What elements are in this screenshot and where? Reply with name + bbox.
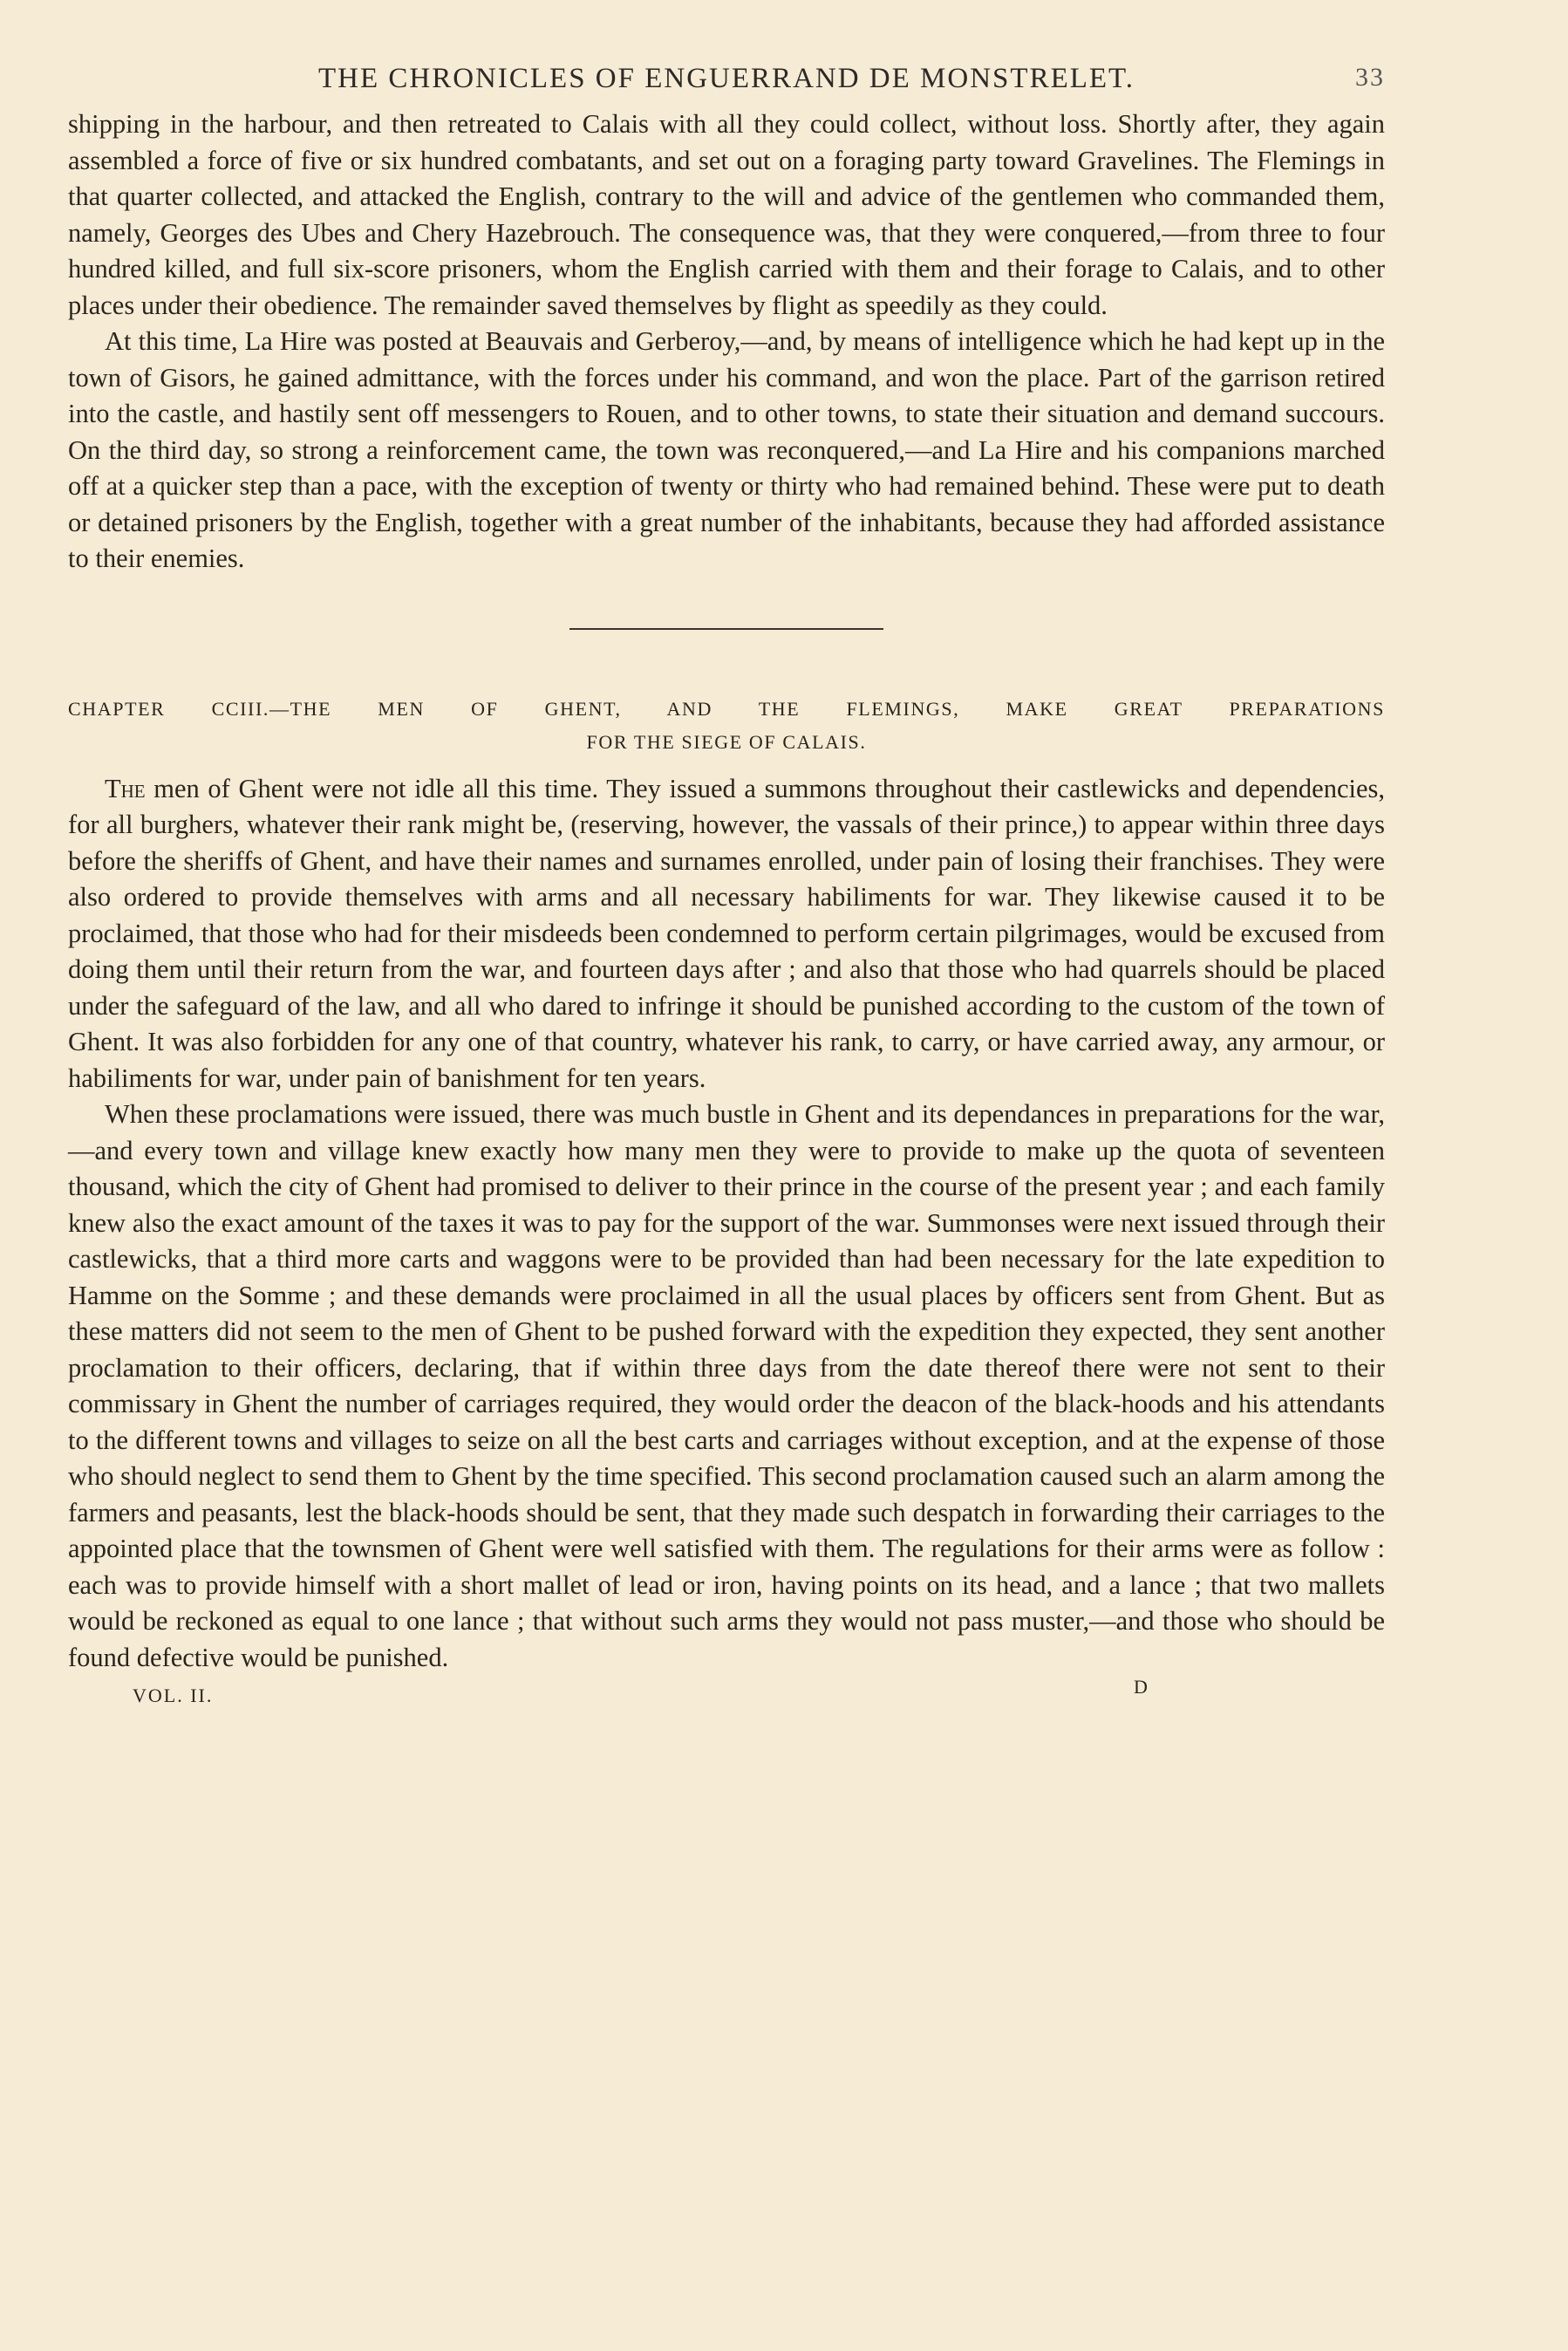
running-head [68,54,1385,106]
page-footer [68,1676,1385,1725]
paragraph [68,771,1385,1097]
chapter-heading [68,693,1385,759]
chapter-text [68,771,1385,1677]
signature-mark: D [1134,1676,1149,1698]
chapter-heading-line2: FOR THE SIEGE OF CALAIS. [586,730,867,753]
paragraph: At this time, La Hire was posted at Beauvais and Gerberoy,—and, by means of intelligence which he had kept up in the town of Gisors, he gained admittance, with the forces under his command, and won the place. Part of the garrison retired into the castle, and hastily sent off messengers to Rouen, and to other towns, to state their situation and demand succours. On the third day, so strong a reinforcement came, the town was reconquered,—and La Hire and his companions marched off at a quicker step than a pace, with the exception of twenty or thirty who had remained behind. These were put to death or detained prisoners by the English, together with a great number of the inhabitants, because they had afforded assistance to their enemies. [68,326,1385,573]
section-continued-text [68,106,1385,577]
paragraph: shipping in the harbour, and then retreated to Calais with all they could collect, without loss. Shortly after, they again assembled a force of five or six hundred combatants, and set out on a foraging party toward Gravelines. The Flemings in that quarter collected, and attacked the English, contrary to the will and advice of the gentlemen who commanded them, namely, Georges des Ubes and Chery Hazebrouch. The consequence was, that they were conquered,—from three to four hundred killed, and full six-score prisoners, whom the English carried with them and their forage to Calais, and to other places under their obedience. The remainder saved themselves by flight as speedily as they could. [68,109,1385,320]
lead-word: The [105,773,146,803]
running-title: THE CHRONICLES OF ENGUERRAND DE MONSTRELET. [317,63,1135,94]
chapter-heading-line1: CHAPTER CCIII.—THE MEN OF GHENT, AND THE FLEMINGS, MAKE GREAT PREPARATIONS [68,697,1385,720]
page-number: 33 [1355,63,1385,92]
volume-label: VOL. II. [133,1685,214,1706]
section-divider [569,628,883,630]
paragraph: When these proclamations were issued, there was much bustle in Ghent and its dependances in preparations for the war,—and every town and village knew exactly how many men they were to provide to make up the quota of seventeen thousand, which the city of Ghent had promised to deliver to their prince in the course of the present year ; and each family knew also the exact amount of the taxes it was to pay for the support of the war. Summonses were next issued through their castlewicks, that a third more carts and waggons were to be provided than had been necessary for the late expedition to Hamme on the Somme ; and these demands were proclaimed in all the usual places by officers sent from Ghent. But as these matters did not seem to the men of Ghent to be pushed forward with the expedition they expected, they sent another proclamation to their officers, declaring, that if within three days from the date thereof there were not sent to their commissary in Ghent the number of carriages required, they would order the deacon of the black-hoods and his attendants to the different towns and villages to seize on all the best carts and carriages without exception, and at the expense of those who should neglect to send them to Ghent by the time specified. This second proclamation caused such an alarm among the farmers and peasants, lest the black-hoods should be sent, that they made such despatch in forwarding their carriages to the appointed place that the townsmen of Ghent were well satisfied with them. The regulations for their arms were as follow : each was to provide himself with a short mallet of lead or iron, having points on its head, and a lance ; that two mallets would be reckoned as equal to one lance ; that without such arms they would not pass muster,—and those who should be found defective would be punished. [68,1099,1385,1672]
book-page [68,54,1385,1725]
paragraph-rest: men of Ghent were not idle all this time. They issued a summons throughout their castlewicks and dependencies, for all burghers, whatever their rank might be, (reserving, however, the vassals of their prince,) to appear within three days before the sheriffs of Ghent, and have their names and surnames enrolled, under pain of losing their franchises. They were also ordered to provide themselves with arms and all necessary habiliments for war. They likewise caused it to be proclaimed, that those who had for their misdeeds been condemned to perform certain pilgrimages, would be excused from doing them until their return from the war, and fourteen days after ; and also that those who had quarrels should be placed under the safeguard of the law, and all who dared to infringe it should be punished according to the custom of the town of Ghent. It was also forbidden for any one of that country, whatever his rank, to carry, or have carried away, any armour, or habiliments for war, under pain of banishment for ten years. [68,773,1385,1093]
